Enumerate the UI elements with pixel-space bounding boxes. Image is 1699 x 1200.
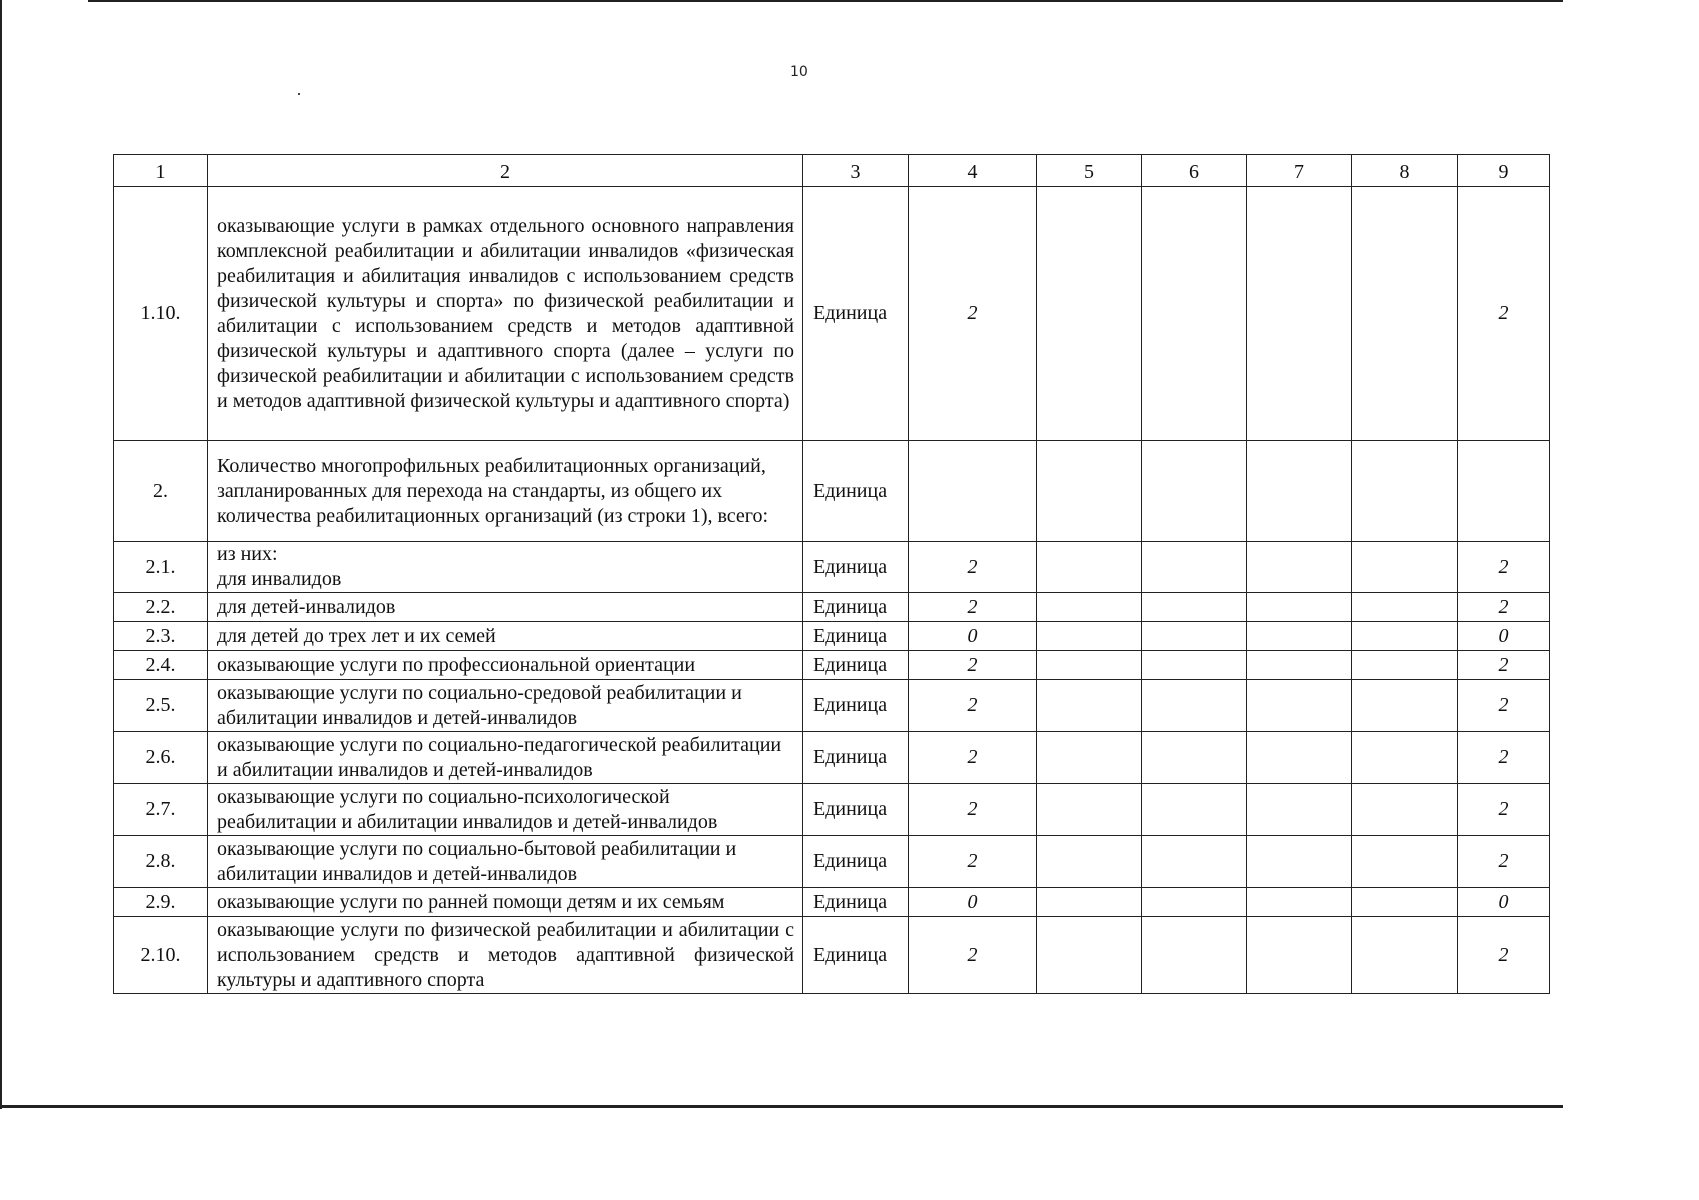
header-cell: 3: [803, 155, 909, 187]
row-value-col6: [1142, 888, 1247, 917]
row-indicator-name-line: для инвалидов: [217, 568, 342, 590]
row-value-col7: [1247, 542, 1352, 593]
row-value-col5: [1037, 917, 1142, 994]
row-number: 2.5.: [114, 680, 208, 732]
row-value-col9: 2: [1458, 651, 1550, 680]
table-row: [114, 917, 1550, 994]
row-indicator-name: оказывающие услуги по социально-педагогической реабилитации и абилитации инвалидов и детей-инвалидов: [208, 732, 803, 784]
header-cell: 4: [909, 155, 1037, 187]
row-unit: Единица: [803, 917, 909, 994]
row-indicator-name: оказывающие услуги по социально-психологической реабилитации и абилитации инвалидов и детей-инвалидов: [208, 784, 803, 836]
row-value-col9: 0: [1458, 622, 1550, 651]
row-indicator-name: Количество многопрофильных реабилитационных организаций, запланированных для перехода на стандарты, из общего их количества реабилитационных организаций (из строки 1), всего:: [208, 441, 803, 542]
scan-speck: [298, 93, 300, 95]
row-value-col8: [1352, 622, 1458, 651]
row-indicator-name: для детей-инвалидов: [208, 593, 803, 622]
row-indicator-name: [208, 542, 803, 593]
row-indicator-name: оказывающие услуги по ранней помощи детям и их семьям: [208, 888, 803, 917]
row-value-col6: [1142, 651, 1247, 680]
row-value-col5: [1037, 836, 1142, 888]
row-value-col6: [1142, 836, 1247, 888]
row-value-col5: [1037, 441, 1142, 542]
row-value-col5: [1037, 651, 1142, 680]
scan-border-left: [0, 0, 2, 1109]
row-value-col6: [1142, 593, 1247, 622]
row-value-col8: [1352, 680, 1458, 732]
row-value-col5: [1037, 187, 1142, 441]
row-value-col9: 0: [1458, 888, 1550, 917]
row-unit: Единица: [803, 187, 909, 441]
table-row: [114, 187, 1550, 441]
header-cell: 9: [1458, 155, 1550, 187]
row-value-col6: [1142, 680, 1247, 732]
row-value-col8: [1352, 593, 1458, 622]
row-value-col5: [1037, 542, 1142, 593]
header-cell: 1: [114, 155, 208, 187]
row-indicator-name-line: из них:: [217, 543, 278, 565]
table-row: [114, 680, 1550, 732]
row-value-col9: 2: [1458, 542, 1550, 593]
row-unit: Единица: [803, 542, 909, 593]
row-number: 2.2.: [114, 593, 208, 622]
row-value-col6: [1142, 784, 1247, 836]
row-value-col4: 0: [909, 622, 1037, 651]
row-number: 2.4.: [114, 651, 208, 680]
header-cell: 6: [1142, 155, 1247, 187]
row-value-col4: 0: [909, 888, 1037, 917]
row-number: 2.8.: [114, 836, 208, 888]
row-number: 2.10.: [114, 917, 208, 994]
row-value-col5: [1037, 732, 1142, 784]
row-value-col5: [1037, 680, 1142, 732]
row-value-col4: 2: [909, 651, 1037, 680]
row-value-col7: [1247, 917, 1352, 994]
row-indicator-name: оказывающие услуги в рамках отдельного основного направления комплексной реабилитации и абилитации инвалидов «физическая реабилитация и абилитация инвалидов с использованием средств физической культуры и спорта» по физической реабилитации и абилитации с использованием средств и методов адаптивной физической культуры и адаптивного спорта (далее – услуги по физической реабилитации и абилитации с использованием средств и методов адаптивной физической культуры и адаптивного спорта): [208, 187, 803, 441]
row-value-col5: [1037, 784, 1142, 836]
header-cell: 5: [1037, 155, 1142, 187]
row-value-col9: 2: [1458, 836, 1550, 888]
table-row: [114, 836, 1550, 888]
table-row: [114, 542, 1550, 593]
row-value-col7: [1247, 593, 1352, 622]
row-value-col7: [1247, 680, 1352, 732]
row-value-col6: [1142, 441, 1247, 542]
row-value-col6: [1142, 622, 1247, 651]
row-value-col4: 2: [909, 836, 1037, 888]
row-number: 2.7.: [114, 784, 208, 836]
row-value-col8: [1352, 917, 1458, 994]
header-cell: 2: [208, 155, 803, 187]
header-cell: 8: [1352, 155, 1458, 187]
row-value-col6: [1142, 187, 1247, 441]
table-row: [114, 888, 1550, 917]
row-number: 2.1.: [114, 542, 208, 593]
indicators-table: [113, 154, 1550, 994]
row-value-col7: [1247, 651, 1352, 680]
row-number: 2.3.: [114, 622, 208, 651]
row-value-col9: 2: [1458, 593, 1550, 622]
row-unit: Единица: [803, 593, 909, 622]
row-unit: Единица: [803, 651, 909, 680]
row-unit: Единица: [803, 732, 909, 784]
row-value-col5: [1037, 888, 1142, 917]
row-value-col5: [1037, 622, 1142, 651]
row-value-col4: 2: [909, 542, 1037, 593]
row-value-col9: 2: [1458, 187, 1550, 441]
row-number: 2.9.: [114, 888, 208, 917]
header-cell: 7: [1247, 155, 1352, 187]
row-value-col7: [1247, 622, 1352, 651]
table-header-row: [114, 155, 1550, 187]
table-row: [114, 651, 1550, 680]
row-value-col9: 2: [1458, 680, 1550, 732]
row-unit: Единица: [803, 680, 909, 732]
row-value-col7: [1247, 187, 1352, 441]
row-number: 1.10.: [114, 187, 208, 441]
row-unit: Единица: [803, 622, 909, 651]
row-value-col4: [909, 441, 1037, 542]
row-value-col7: [1247, 836, 1352, 888]
row-value-col9: 2: [1458, 917, 1550, 994]
row-unit: Единица: [803, 441, 909, 542]
row-indicator-name: для детей до трех лет и их семей: [208, 622, 803, 651]
row-number: 2.6.: [114, 732, 208, 784]
row-value-col9: 2: [1458, 732, 1550, 784]
row-value-col8: [1352, 784, 1458, 836]
row-value-col4: 2: [909, 593, 1037, 622]
row-value-col8: [1352, 441, 1458, 542]
row-value-col4: 2: [909, 917, 1037, 994]
scan-border-bottom: [0, 1105, 1563, 1108]
row-value-col9: [1458, 441, 1550, 542]
row-indicator-name: оказывающие услуги по социально-бытовой реабилитации и абилитации инвалидов и детей-инвалидов: [208, 836, 803, 888]
page-number: 10: [790, 64, 808, 80]
row-value-col7: [1247, 441, 1352, 542]
row-value-col9: 2: [1458, 784, 1550, 836]
row-value-col7: [1247, 732, 1352, 784]
row-unit: Единица: [803, 836, 909, 888]
row-value-col7: [1247, 888, 1352, 917]
row-value-col6: [1142, 732, 1247, 784]
table-row: [114, 732, 1550, 784]
table-row: [114, 441, 1550, 542]
row-value-col6: [1142, 542, 1247, 593]
row-value-col7: [1247, 784, 1352, 836]
table-row: [114, 784, 1550, 836]
row-value-col8: [1352, 651, 1458, 680]
row-value-col5: [1037, 593, 1142, 622]
row-unit: Единица: [803, 888, 909, 917]
row-indicator-name: оказывающие услуги по социально-средовой реабилитации и абилитации инвалидов и детей-инвалидов: [208, 680, 803, 732]
row-value-col4: 2: [909, 680, 1037, 732]
table-row: [114, 622, 1550, 651]
row-unit: Единица: [803, 784, 909, 836]
row-value-col6: [1142, 917, 1247, 994]
row-number: 2.: [114, 441, 208, 542]
row-value-col8: [1352, 836, 1458, 888]
row-value-col8: [1352, 732, 1458, 784]
row-value-col8: [1352, 187, 1458, 441]
row-indicator-name: оказывающие услуги по физической реабилитации и абилитации с использованием средств и методов адаптивной физической культуры и адаптивного спорта: [208, 917, 803, 994]
scan-border-top: [88, 0, 1563, 2]
row-indicator-name: оказывающие услуги по профессиональной ориентации: [208, 651, 803, 680]
row-value-col8: [1352, 888, 1458, 917]
row-value-col4: 2: [909, 732, 1037, 784]
row-value-col8: [1352, 542, 1458, 593]
row-value-col4: 2: [909, 187, 1037, 441]
table-row: [114, 593, 1550, 622]
row-value-col4: 2: [909, 784, 1037, 836]
